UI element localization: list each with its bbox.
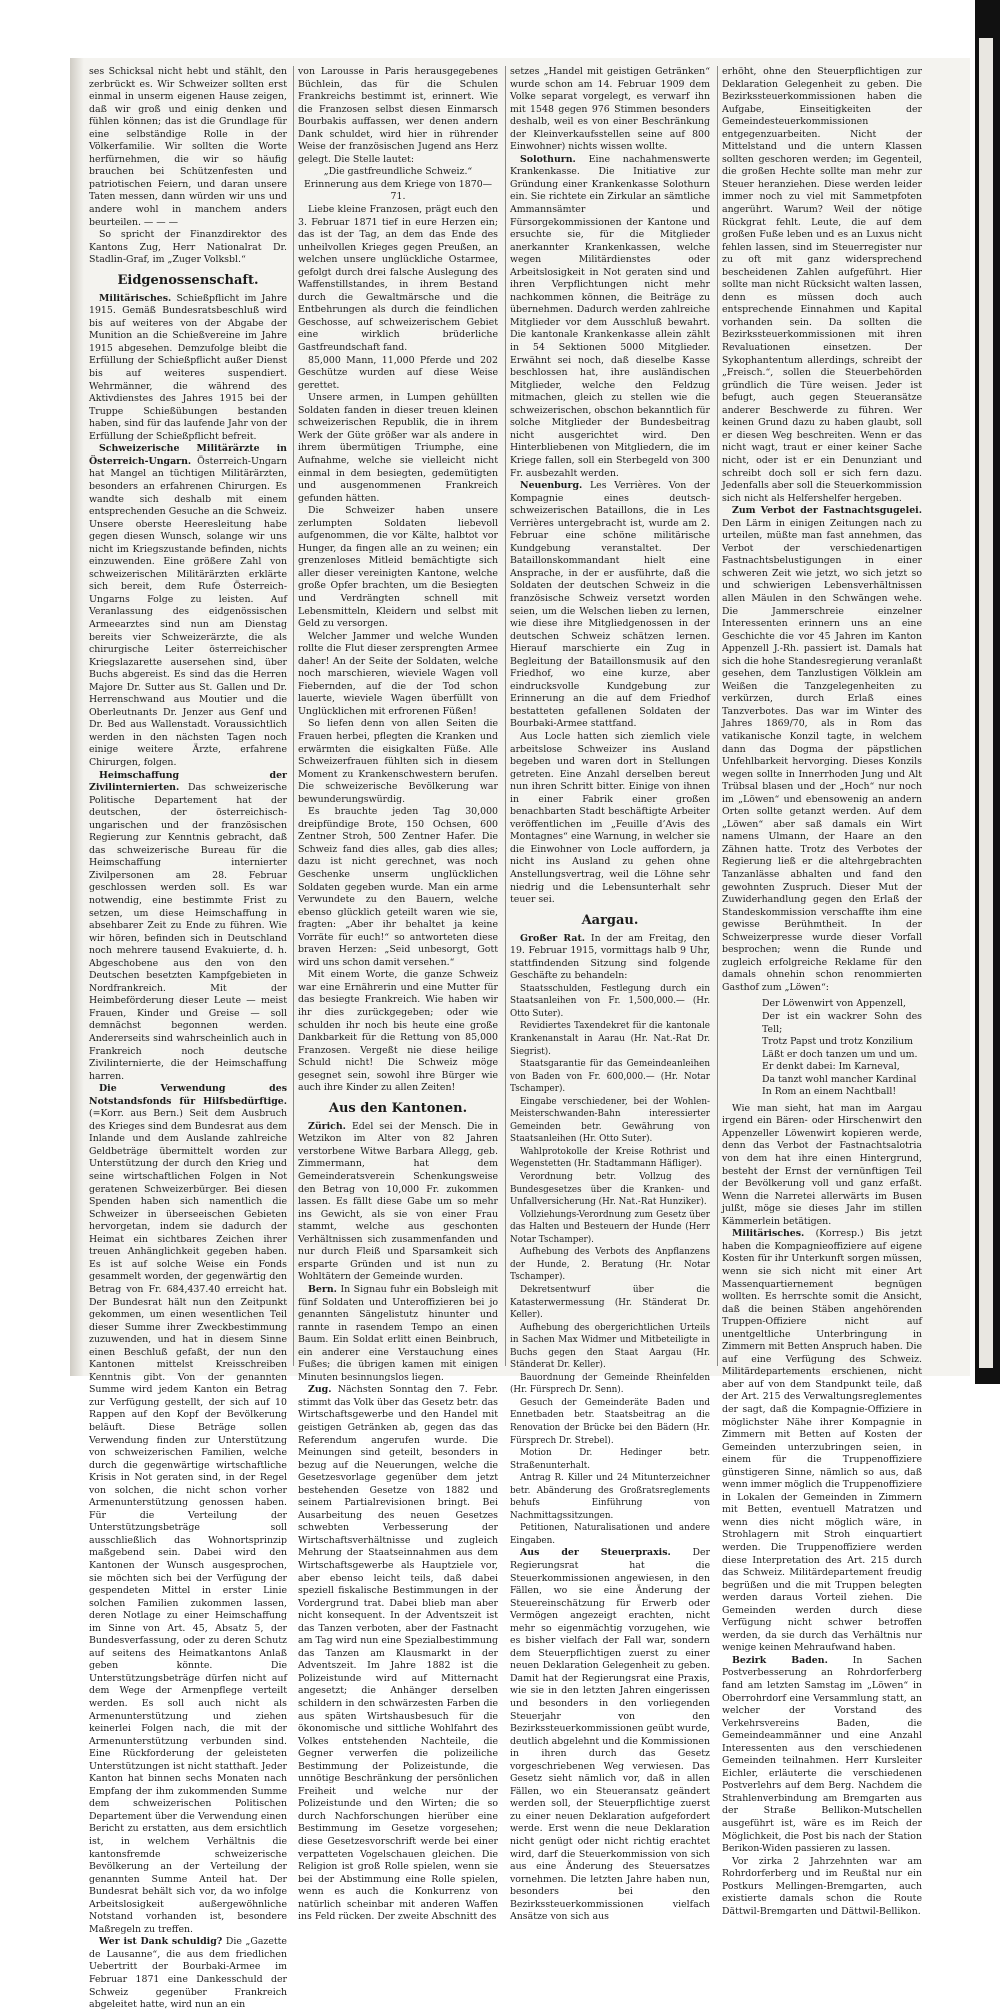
paragraph: Aus Locle hatten sich ziemlich viele arbeitslose Schweizer ins Ausland begeben und waren dort in Stellungen getreten. Eine Anzahl derselben bereut nun ihren Schritt bitter. Einige von ihnen in einer Fabrik einer großen benachbarten Stadt beschäftigte Arbeiter veröffentlichen im „Feuille d’Avis des Montagnes“ eine Warnung, in welcher sie die Einwohner von Locle auffordern, ja nicht ins Ausland zu gehen ohne Anstellungsvertrag, weil die Löhne sehr niedrig und die Lebensunterhalt sehr teuer sei. — [510, 730, 710, 906]
article-body: Den Lärm in einigen Zeitungen nach zu urteilen, müßte man fast annehmen, das Verbot der verschiedenartigen Fastnachtsbelustigungen in einer schweren Zeit wie jetzt, wo sich jetzt so und schwierigen Lebensverhältnissen allen Mäulen in den Schwängen wehe. Die Jammerschreie einzelner Interessenten erinnern uns an eine Geschichte die vor 45 Jahren im Kanton Appenzell J.-Rh. passiert ist. Damals hat sich die hohe Standesregierung veranlaßt gesehen, dem Tanzlustigen Völklein am Weißen die Tanzgelegenheiten zu verkürzen, durch Erlaß eines Tanzverbotes. Das war im Winter des Jahres 1869/70, als in Rom das vatikanische Konzil tagte, in welchem dann das Dogma der päpstlichen Unfehlbarkeit hervorging. Dieses Konzils wegen sollte in Innerrhoden Jung und Alt Trübsal blasen und der „Hoch“ nur noch im „Löwen“ und ebensowenig an andern Orten sollte getanzt werden. Auf dem „Löwen“ aber saß damals ein Wirt namens Ulmann, der Haare an den Zähnen hatte. Trotz des Verbotes der Regierung ließ er die altehrgebrachten Tanzanlässe abhalten und fand den gewohnten Zuspruch. Dieser Mut der Zuwiderhandlung gegen den Erlaß der Standeskommission verschaffte ihm eine gewisse Berühmtheit. In der Schweizerpresse wurde dieser Vorfall besprochen; wenn die Runde und zugleich erfolgreiche Reklame für den damals ohnehin schon renommierten Gasthof zum „Löwen“: — [722, 517, 922, 993]
verse-line: Läßt er doch tanzen um und um. — [762, 1048, 918, 1060]
article — [298, 1121, 498, 1284]
article-body: In Sachen Postverbesserung an Rohrdorferberg fand am letzten Samstag im „Löwen“ in Oberrohrdorf eine Versammlung statt, an welcher der Vorstand des Verkehrsvereins Baden, die Gemeindeammänner und eine Anzahl Interessenten aus den verschiedenen Gemeinden teilnahmen. Herr Kursleiter Eichler, erläuterte die verschiedenen Postverlehrs auf dem Berg. Nachdem die Strahlenverbindung am Bremgarten aus der Straße Bellikon-Mutschellen ausgeführt ist, wäre es im Reich der Möglichkeit, die Post bis nach der Station Berikon-Widen passieren zu lassen. — [722, 1654, 923, 1855]
article-body: In Signau fuhr ein Bobsleigh mit fünf Soldaten und Unteroffizieren bei jo genannten Sängelistutz hinunter und rannte in rasendem Tempo an einen Baum. Ein Soldat erlitt einen Beinbruch, ein anderer eine Verstauchung eines Fußes; die übrigen kamen mit einigen Minuten besinnungslos liegen. — [298, 1283, 498, 1383]
article — [89, 1083, 287, 1936]
paragraph: Liebe kleine Franzosen, prägt euch den 3. Februar 1871 tief in eure Herzen ein; das ist der Tag, an dem das Ende des unheilvollen Krieges gegen Preußen, an welchen unsere unglückliche Ostarmee, gefolgt durch drei falsche Auslegung des Waffenstillstandes, in ihrem Bestand durch die Gewaltmärsche und die Entbehrungen als durch die feindlichen Geschosse, auf schweizerischem Gebiet eine wirklich brüderliche Gastfreundschaft fand. — [298, 204, 498, 354]
article-body: (Korresp.) Bis jetzt haben die Kompagnieoffiziere auf eigene Kosten für ihr Unterkunft sorgen müssen, wenn sie sich nicht mit einer Art Massenquartiernement begnügen wollten. Es herrschte somit die Ansicht, daß die beinen Stäben angehörenden Truppen-Offiziere nicht auf unentgeltliche Unterbringung in Zimmern mit Betten Anspruch haben. Die auf eine Verfügung des Schweiz. Militärdepartements erschienen, nicht aber auf von dem Standpunkt teile, daß der Art. 215 des Verwaltungsreglementes der sagt, daß die Kompagnie-Offiziere in möglichster Nähe ihrer Kompagnie in Zimmern mit Betten auf Kosten der Gemeinden unterzubringen seien, in einem für die Truppenoffiziere günstigeren Sinne, nämlich so aus, daß wenn immer möglich die Truppenoffiziere in Lokalen der Gemeinden in Zimmern mit Betten, eventuell Matratzen und wenn dies nicht möglich wäre, in Strohlagern mit Stroh einquartiert werden. Die Truppenoffiziere werden diese Interpretation des Art. 215 durch das Schweiz. Militärdepartement freudig begrüßen und die mit Truppen belegten werden daraus Vorteil ziehen. Die Gemeinden werden durch diese Verfügung nicht schwer betroffen werden, da sie durch das Verhältnis nur wenige keinen Mehraufwand haben. — [722, 1228, 922, 1654]
verse-line: Er denkt dabei: Im Karneval, — [762, 1061, 900, 1073]
section-heading: Eidgenossenschaft. — [117, 272, 259, 288]
next-page-edge — [975, 0, 1000, 1384]
verse-line: Da tanzt wohl mancher Kardinal — [762, 1073, 917, 1085]
column-rule — [505, 66, 506, 1366]
article — [89, 770, 287, 1084]
article-title: Zürich. — [308, 1120, 346, 1132]
agenda-item: Staatsgarantie für das Gemeindeanleihen von Baden von Fr. 600,000.— (Hr. Notar Tschamper). — [510, 1059, 710, 1095]
article — [89, 1936, 287, 2011]
article-body: Österreich-Ungarn hat Mangel an tüchtigen Militärärzten, besonders an erfahrenen Chirurgen. Es wandte sich deshalb mit einem entsprechenden Gesuche an die Schweiz. Unsere oberste Heeresleitung habe gegen diesen Wunsch, solange wir uns nicht im Kriegszustande befinden, nichts einzuwenden. Eine größere Zahl von schweizerischen Militärärzten erklärte sich bereit, dem Rufe Österreich-Ungarns Folge zu leisten. Auf Veranlassung des eidgenössischen Armeearztes sind nun am Dienstag bereits vier Schweizerärzte, die als chirurgische Leiter österreichischer Kriegslazarette ausersehen sind, über Buchs abgereist. Es sind das die Herren Majore Dr. Sutter aus St. Gallen und Dr. Herrenschwand aus Moutier und die Oberleutnants Dr. Jenzer aus Genf und Dr. Bed aus Wallenstadt. Voraussichtlich werden in den nächsten Tagen noch einige weitere Ärzte, erfahrene Chirurgen, folgen. — [89, 455, 287, 768]
paragraph: von Larousse in Paris herausgegebenes Büchlein, das für die Schulen Frankreichs bestimmt ist, erinnert. Wie die Franzosen selbst diesen Einmarsch Bourbakis auffassen, wer denen andern Dank schuldet, wird hier in rührender Weise der französischen Jugend ans Herz gelegt. Die Stelle lautet: — [298, 66, 498, 165]
paragraph: Mit einem Worte, die ganze Schweiz war eine Ernährerin und eine Mutter für das besiegte Frankreich. Wie haben wir ihr dies zurückgegeben; oder wie schulden ihr noch bis heute eine große Dankbarkeit für die Rettung von 85,000 Franzosen. Vergeßt nie diese heilige Schuld nicht! Die Schweiz möge gesegnet sein, sowohl ihre Bürger wie auch ihre Kinder zu allen Zeiten! — [298, 969, 498, 1094]
article — [298, 1384, 498, 1924]
agenda-item: Gesuch der Gemeinderäte Baden und Ennetbaden betr. Staatsbeitrag an die Renovation der Brücke bei den Bädern (Hr. Fürsprech Dr. Strebel). — [510, 1397, 710, 1446]
article-title: Solothurn. — [520, 153, 576, 165]
agenda-item: Dekretsentwurf über die Katasterwermessung (Hr. Ständerat Dr. Keller). — [510, 1284, 710, 1321]
agenda-item: Motion Dr. Hedinger betr. Straßenunterhalt. — [510, 1448, 710, 1471]
column-3 — [510, 66, 711, 1923]
agenda-item: Revidiertes Taxendekret für die kantonale Krankenanstalt in Aarau (Hr. Nat.-Rat Dr. Siegrist). — [510, 1021, 710, 1057]
article-title: Militärisches. — [99, 292, 172, 304]
article — [722, 1655, 922, 1856]
paragraph: So liefen denn von allen Seiten die Frauen herbei, pflegten die Kranken und erwärmten die eisigkalten Füße. Alle Schweizerfrauen fühlten sich in diesem Moment zu Krankenschwestern berufen. Die schweizerische Bevölkerung war bewunderungswürdig. — [298, 718, 498, 805]
article — [722, 1228, 922, 1655]
article-body: Eine nachahmenswerte Krankenkasse. Die Initiative zur Gründung einer Krankenkasse Solothurn ein. Sie richtete ein Zirkular an sämtliche Ammannsämter und Fürsorgekommissionen der Kantone und ersuchte sie, für die Mitglieder anerkannter Krankenkassen, welche wegen Militärdienstes oder Arbeitslosigkeit in Not geraten sind und ihren Verpflichtungen nicht mehr nachkommen können, die Beiträge zu übernehmen. Dadurch werden zahlreiche Mitglieder vor dem Ausschluß bewahrt. Die kantonale Krankenkasse allein zählt in 54 Sektionen 5000 Mitglieder. Erwähnt sei noch, daß dieselbe Kasse beschlossen hat, ihre ausländischen Mitglieder, welche den Feldzug mitmachen, gleich zu stellen wie die schweizerischen, obschon bekanntlich für solche Mitglieder der Bundesbeitrag nicht ausgerichtet wird. Den Hinterbliebenen von Mitgliedern, die im Kriege fallen, soll ein Sterbegeld von 300 Fr. ausbezahlt werden. — [510, 153, 711, 479]
verse-line: Der ist ein wackrer Sohn des Tell; — [762, 1011, 922, 1035]
verse-line: Der Löwenwirt von Appenzell, — [762, 998, 907, 1010]
section-heading: Aus den Kantonen. — [328, 1100, 468, 1116]
paragraph: Unsere armen, in Lumpen gehüllten Soldaten fanden in dieser treuen kleinen schweizerischen Republik, die in ihrem Werk der Güte größer war als andere in ihrem übermütigen Triumphe, eine Aufnahme, welche sie vielleicht nicht einmal in dem besiegten, gedemütigten und ausgenommenen Frankreich gefunden hätten. — [298, 392, 498, 504]
article — [89, 293, 287, 444]
column-2 — [298, 66, 499, 1923]
paragraph: Wie man sieht, hat man im Aargau irgend ein Bären- oder Hirschenwirt den Appenzeller Löwenwirt kopieren werde, denn das Verbot der Fastnachtsalotria von dem hat ihre einen Hintergrund, besteht der Ernst der vernünftigen Teil der Bevölkerung voll und ganz erfaßt. Wenn die Narretei allerwärts im Busen julßt, möge sie dieses Jahr im stillen Kämmerlein betätigen. — [722, 1102, 922, 1227]
article — [510, 933, 710, 983]
column-1 — [89, 66, 288, 2011]
column-rule — [717, 66, 718, 1366]
paragraph: erhöht, ohne den Steuerpflichtigen zur Deklaration Gelegenheit zu geben. Die Bezirkssteuerkommissionen haben die Aufgabe, Einseitigkeiten der Gemeindesteuerkommissionen entgegenzuarbeiten. Nicht der Mittelstand und die untern Klassen sollten geschoren werden; im Gegenteil, die großen Hechte sollte man mehr zur Steuer heranziehen. Diese werden leider immer noch zu viel mit Sammetpfoten angerührt. Warum? Weil der nötige Rückgrat fehlt. Leute, die auf dem großen Fuße leben und es an Luxus nicht fehlen lassen, sind im Steuerregister nur zu oft mit ganz widersprechend bescheidenen Zahlen aufgeführt. Hier sollte man nicht Rücksicht walten lassen, denn es müssen doch auch entsprechende Einnahmen und Kapital vorhanden sein. Da sollten die Bezirkssteuerkommissionen mit ihren Revaluationen einsetzen. Der Sykophantentum allerdings, schreibt der „Freisch.“, sollen die Steuerbehörden gründlich die Türe weisen. Jeder ist befugt, auch gegen Steueransätze anderer Beschwerde zu führen. Wer keinen Grund dazu zu haben glaubt, soll er diesen Weg beschreiten. Wenn er das nicht wagt, traut er einer keiner Sache nicht, oder ist er ein Denunziant und schreibt doch soll er sich fern dazu. Jedenfalls aber soll die Steuerkommission sich nicht als Helfershelfer hergeben. — [722, 66, 922, 504]
article-body: Die „Gazette de Lausanne“, die aus dem friedlichen Uebertritt der Bourbaki-Armee im Februar 1871 eine Dankesschuld der Schweiz gegenüber Frankreich abgeleitet hatte, wird nun an ein — [89, 1936, 287, 2011]
article — [722, 505, 922, 994]
column-4 — [722, 66, 923, 1917]
article-title: Zug. — [308, 1384, 332, 1396]
article — [510, 154, 710, 480]
agenda-item: Bauordnung der Gemeinde Rheinfelden (Hr. Fürsprech Dr. Senn). — [510, 1372, 710, 1396]
agenda-item: Antrag R. Killer und 24 Mitunterzeichner betr. Abänderung des Großratsreglements behufs Einführung von Nachmittagssitzungen. — [510, 1473, 710, 1521]
article-body: Schießpflicht im Jahre 1915. Gemäß Bundesratsbeschluß wird bis auf weiteres von der Abgabe der Munition an die Schießvereine im Jahre 1915 abgesehen. Demzufolge bleibt die Erfüllung der Schießpflicht außer Dienst bis auf weiteres suspendiert. Wehrmänner, die während des Aktivdienstes des Jahres 1915 bei der Truppe Schießübungen bestanden haben, sind für das laufende Jahr von der Erfüllung der Schießpflicht befreit. — [89, 292, 288, 442]
agenda-item: Aufhebung des Verbots des Anpflanzens der Hunde, 2. Beratung (Hr. Notar Tschamper). — [510, 1247, 710, 1283]
article — [298, 1284, 498, 1384]
agenda-item: Staatsschulden, Festlegung durch ein Staatsanleihen von Fr. 1,500,000.— (Hr. Otto Suter). — [510, 983, 710, 1019]
paragraph: ses Schicksal nicht hebt und stählt, den zerbrückt es. Wir Schweizer sollten erst einmal in unserm eigenen Hause zeigen, daß wir groß und einig denken und fühlen können; das ist die Grundlage für eine selbständige Rolle in der Völkerfamilie. Wir sollten die Worte herfürnehmen, die wir so häufig brauchen bei Schützenfesten und patriotischen Feiern, und daran unsere Taten messen, dann würden wir uns und andere wohl in manchem anders beurteilen. — — — — [89, 66, 287, 228]
verse-line: In Rom an einem Nachtball! — [762, 1086, 897, 1098]
article-title: Bezirk Baden. — [732, 1654, 828, 1666]
verse-line: Trotz Papst und trotz Konzilium — [762, 1036, 914, 1048]
article-body: (=Korr. aus Bern.) Seit dem Ausbruch des Krieges sind dem Bundesrat aus dem Inlande und dem Auslande zahlreiche Geldbeträge übermittelt worden zur Unterstützung der durch den Krieg und seine wirtschaftlichen Folgen in Not geratenen Schweizerbürger. Bei diesen Spenden haben sich namentlich die Schweizer in überseeischen Gebieten hervorgetan, indem sie dadurch der Heimat ein sichtbares Zeichen ihrer treuen Anhänglichkeit gegeben haben. Es ist auf solche Weise ein Fonds gesammelt worden, der gegenwärtig den Betrag von Fr. 684,437.40 erreicht hat. Der Bundesrat hält nun den Zeitpunkt gekommen, um einen wesentlichen Teil dieser Summe ihrer Zweckbestimmung zuzuwenden, und hat in diesem Sinne einen Beschluß gefaßt, der nun den Kantonen mittelst Kreisschreiben Kenntnis gibt. Von der genannten Summe wird jedem Kanton ein Betrag zur Verfügung gestellt, der sich auf 10 Rappen auf den Kopf der Bevölkerung beläuft. Diese Beträge sollen Verwendung finden zur Unterstützung von schweizerischen Familien, welche durch die gegenwärtige wirtschaftliche Krisis in Not geraten sind, in der Regel von solchen, die nicht schon vorher Armenunterstützung genossen haben. Für die Verteilung der Unterstützungsbeträge soll ausschließlich das Wohnortsprinzip maßgebend sein. Dabei wird den Kantonen der Wunsch ausgesprochen, sie möchten sich bei der Verfügung der gespendeten Mittel in erster Linie solchen Familien zukommen lassen, deren Notlage zu einer Heimschaffung im Sinne von Art. 45, Absatz 5, der Bundesverfassung, oder zu deren Schutz auf seitens des Heimatkantons Anlaß geben könnte. Die Unterstützungsbeträge dürfen nicht auf dem Wege der Armenpflege verteilt werden. Es soll auch nicht als Armenunterstützung und ziehen keinerlei Folgen nach, die mit der Armenunterstützung verbunden sind. Eine Rückforderung der geleisteten Unterstützungen ist nicht statthaft. Jeder Kanton hat binnen sechs Monaten nach Empfang der ihm zukommenden Summe dem schweizerischen Politischen Departement über die Verwendung einen Bericht zu erstatten, aus dem ersichtlich ist, in welchem Verhältnis die kantonsfremde schweizerische Bevölkerung an der Verteilung der genannten Summe Anteil hat. Der Bundesrat behält sich vor, da wo infolge Arbeitslosigkeit außergewöhnliche Notstand vorhanden ist, besondere Maßregeln zu treffen. — [89, 1108, 287, 1935]
agenda-item: Vollziehungs-Verordnung zum Gesetz über das Halten und Besteuern der Hunde (Herr Notar Tschamper). — [510, 1209, 710, 1245]
article-title: Die Verwendung des Notstandsfonds für Hilfsbedürftige. — [89, 1083, 287, 1107]
article-body: In der am Freitag, den 19. Februar 1915, vormittags halb 9 Uhr, stattfindenden Sitzung sind folgende Geschäfte zu behandeln: — [510, 932, 711, 982]
article-body: Les Verrières. Von der Kompagnie eines deutsch-schweizerischen Bataillons, die in Les Verrières untergebracht ist, wurde am 2. Februar eine schöne militärische Kundgebung veranstaltet. Der Bataillonskommandant hielt eine Ansprache, in der er ausführte, daß die Soldaten der deutschen Schweiz in die französische Schweiz versetzt worden seien, um die Welschen lieben zu lernen, wie diese ihre Mitgliedgenossen in der deutschen Schweiz schätzen lernen. Hierauf marschierte ein Zug in Begleitung der Bataillonsmusik auf den Friedhof, wo eine kurze, aber eindrucksvolle Kundgebung zur Erinnerung an die auf dem Friedhof bestatteten gefallenen Soldaten der Bourbaki-Armee stattfand. — [510, 480, 710, 730]
article-title: Aus der Steuerpraxis. — [520, 1547, 671, 1559]
article — [510, 480, 710, 731]
paragraph: So spricht der Finanzdirektor des Kantons Zug, Herr Nationalrat Dr. Stadlin-Graf, im „Zuger Volksbl.“ — [89, 229, 287, 266]
section-heading: Aargau. — [581, 912, 639, 928]
article-body: Der Regierungsrat hat die Steuerkommissionen angewiesen, in den Fällen, wo sie eine Änderung der Steuereinschätzung für Erwerb oder Vermögen angezeigt erachten, nicht mehr so eigenmächtig vorzugehen, wie es bisher vielfach der Fall war, sondern dem Steuerpflichtigen zuerst zu einer neuen Deklaration Gelegenheit zu geben. Damit hat der Regierungsrat eine Praxis, wie sie in den letzten Jahren eingerissen und besonders in den vorliegenden Steuerjahr von den Bezirkssteuerkommissionen geübt wurde, deutlich abgelehnt und die Kommissionen in ihren durch das Gesetz vorgeschriebenen Weg verwiesen. Das Gesetz sieht nämlich vor, daß in allen Fällen, wo ein Steueransatz geändert werden soll, der Steuerpflichtige zuerst zu einer neuen Deklaration aufgefordert werde. Erst wenn die neue Deklaration nicht genügt oder nicht richtig erachtet wird, darf die Steuerkommission von sich aus eine Änderung des Steuersatzes vornehmen. Die letzten Jahre haben nun, besonders bei den Bezirkssteuerkommissionen vielfach Ansätze von sich aus — [510, 1547, 710, 1923]
article — [510, 1547, 710, 1923]
paragraph: Es brauchte jeden Tag 30,000 dreipfündige Brote, 150 Ochsen, 600 Zentner Stroh, 500 Zentner Hafer. Die Schweiz fand dies alles, gab dies alles; dazu ist nicht gerechnet, was noch Geschenke unserm unglücklichen Soldaten gegeben wurde. Man ein arme Verwundete zu den Bauern, welche ebenso glücklich geteilt waren wie sie, fragten: „Aber ihr behaltet ja keine Vorräte für euch!“ so antworteten diese braven Herzen: „Seid unbesorgt, Gott wird uns schon damit versehen.“ — [298, 806, 498, 968]
paragraph: Vor zirka 2 Jahrzehnten war am Rohrdorferberg und im Reußtal nur ein Postkurs Mellingen-Bremgarten, auch existierte damals schon die Route Dättwil-Bremgarten und Dättwil-Bellikon. — [722, 1855, 922, 1917]
article-body: Edel sei der Mensch. Die in Wetzikon im Alter von 82 Jahren verstorbene Witwe Barbara Allegg, geb. Zimmermann, hat dem Gemeinderatsverein Schenkungsweise den Betrag von 10,000 Fr. zukommen lassen. Es fällt diese Gabe um so mehr ins Gewicht, als sie von einer Frau stammt, welche aus geschonten Verhältnissen sich zusammenfanden und nur durch Fleiß und Sparsamkeit sich ersparte Gründen und ist nun zu Wohltätern der Gemeinde wurden. — [298, 1120, 498, 1283]
agenda-item: Wahlprotokolle der Kreise Rothrist und Wegenstetten (Hr. Stadtammann Häfliger). — [510, 1146, 710, 1170]
article-title: Wer ist Dank schuldig? — [99, 1936, 223, 1948]
article-body: Nächsten Sonntag den 7. Febr. stimmt das Volk über das Gesetz betr. das Wirtschaftsgewerbe und den Handel mit geistigen Getränken ab, gegen das das Referendum angerufen wurde. Die Meinungen sind geteilt, besonders in bezug auf die Neuerungen, welche die Gesetzesvorlage gegenüber dem jetzt bestehenden Gesetze von 1882 und seinem Partialrevisionen bringt. Bei Ausarbeitung des neuen Gesetzes schwebten Verbesserung der Wirtschaftsverhältnisse und zugleich Mehrung der Staatseinnahmen aus dem Wirtschaftsgewerbe als Hauptziele vor, aber ebenso leicht teils, daß dabei speziell fiskalische Bestimmungen in der Vordergrund trat. Dabei blieb man aber nicht konsequent. In der Adventszeit ist das Tanzen verboten, aber der Fastnacht am Tag wird nun eine Spezialbestimmung das Tanzen am Klausmarkt in der Adventszeit. Im Jahre 1882 ist die Polizeistunde wird auf Mitternacht angesetzt; die Anhänger derselben schildern in den schwärzesten Farben die aus späten Wirtshausbesuch für die ökonomische und sittliche Wohlfahrt des Volkes entstehenden Nachteile, die Gegner verwerfen die polizeiliche Bestimmung der Polizeistunde, die unnötige Beschränkung der persönlichen Freiheit und welche nur der Polizeistunde und den Wirten; die so durch Nachforschungen hierüber eine Bestimmung im Gesetze vorgesehen; diese Gesetzesvorschrift werde bei einer verpatteten Vogelschauen gleichen. Die Religion ist groß Rolle spielen, wenn sie bei der Abstimmung eine Rolle spielen, wenn es auch die Konkurrenz von natürlich scheinbar mit anderen Waffen ins Feld rücken. Der zweite Abschnitt des — [298, 1384, 499, 1923]
paragraph: Welcher Jammer und welche Wunden rollte die Flut dieser zersprengten Armee daher! An der Seite der Soldaten, welche noch marschieren, wieviele Wagen voll Fiebernden, auf die der Tod schon lauerte, wieviele Wagen überfüllt von Unglücklichen mit erfrorenen Füßen! — [298, 630, 498, 717]
quote-title: „Die gastfreundliche Schweiz.“ Erinnerung aus dem Kriege von 1870—71. — [303, 166, 493, 203]
article-title: Neuenburg. — [520, 480, 583, 492]
article-title: Militärisches. — [732, 1228, 805, 1240]
agenda-item: Verordnung betr. Vollzug des Bundesgesetzes über die Kranken- und Unfallversicherung (Hr. Nat.-Rat Hunziker). — [510, 1172, 710, 1208]
article-body: Das schweizerische Politische Departement hat der deutschen, der österreichisch-ungarischen und der französischen Regierung zur Kenntnis gebracht, daß das schweizerische Bureau für die Heimschaffung internierter Zivilpersonen am 28. Februar geschlossen werden soll. Es war notwendig, eine bestimmte Frist zu setzen, um diese Heimschaffung in absehbarer Zeit zu Ende zu führen. Wie wir hören, befinden sich in Deutschland noch mehrere tausend Evakuierte, d. h. Abgeschobene aus den von den Deutschen besetzten Kampfgebieten in Nordfrankreich. Mit der Heimbeförderung dieser Leute — meist Frauen, Kinder und Greise — soll demnächst begonnen werden. Andererseits sind wahrscheinlich auch in Frankreich noch deutsche Zivilinternierte, die der Heimschaffung harren. — [89, 782, 288, 1082]
column-rule — [293, 66, 294, 1366]
article-title: Heimschaffung der Zivilinternierten. — [89, 769, 287, 794]
article-title: Bern. — [308, 1283, 337, 1295]
paragraph: 85,000 Mann, 11,000 Pferde und 202 Geschütze wurden auf diese Weise gerettet. — [298, 354, 498, 391]
paragraph: Die Schweizer haben unsere zerlumpten Soldaten liebevoll aufgenommen, die vor Kälte, halbtot vor Hunger, da fingen alle an zu weinen; ein grenzenloses Mitleid bemächtigte sich aller dieser vereinigten Kantone, welche große Opfer brachten, um die Besiegten und Verdrängten schnell mit Lebensmitteln, Kleidern und selbst mit Geld zu versorgen. — [298, 505, 498, 630]
paragraph: setzes „Handel mit geistigen Getränken“ wurde schon am 14. Februar 1909 dem Volke separat vorgelegt, es verwarf ihn mit 1548 gegen 976 Stimmen besonders deshalb, weil es von einer Beschränkung der Kleinverkaufsstellen seine auf 800 Einwohner) nichts wissen wollte. — [510, 66, 710, 153]
agenda-item: Aufhebung des obergerichtlichen Urteils in Sachen Max Widmer und Mitbeteiligte in Buchs gegen den Staat Aargau (Hr. Ständerat Dr. Keller). — [510, 1322, 710, 1371]
article-title: Großer Rat. — [520, 932, 586, 944]
agenda-item: Eingabe verschiedener, bei der Wohlen-Meisterschwanden-Bahn interessierter Gemeinden betr. Gewährung von Staatsanleihen (Hr. Otto Suter). — [510, 1096, 710, 1145]
article-title: Schweizerische Militärärzte in Österreich-Ungarn. — [89, 443, 287, 467]
agenda-item: Petitionen, Naturalisationen und andere Eingaben. — [510, 1523, 710, 1546]
article-title: Zum Verbot der Fastnachtsgugelei. — [732, 505, 922, 517]
article — [89, 443, 287, 769]
